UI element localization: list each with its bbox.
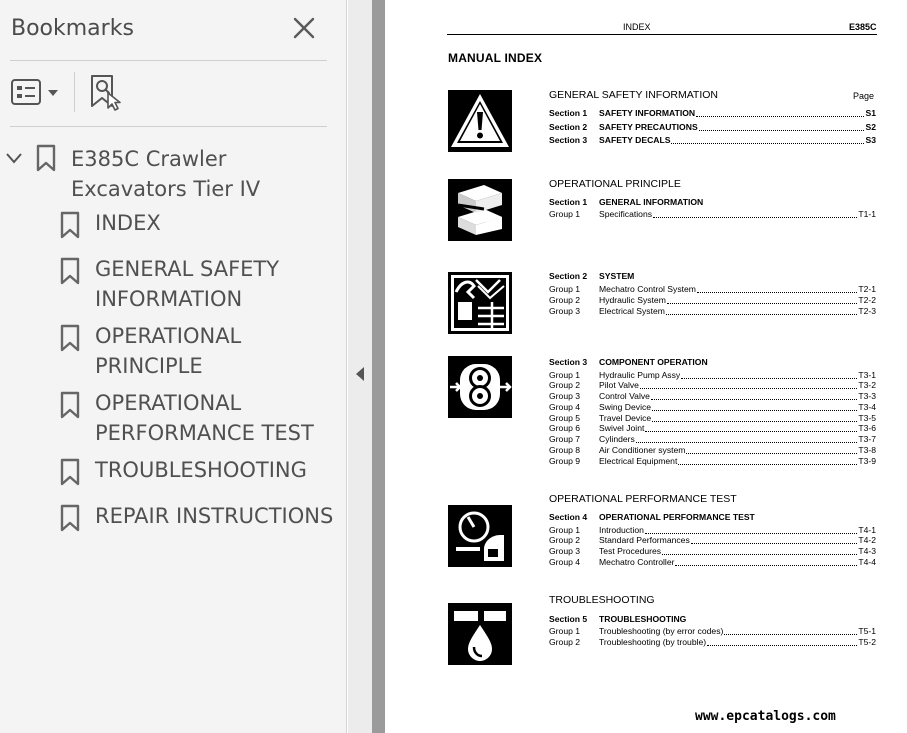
bookmark-label: TROUBLESHOOTING — [95, 458, 307, 482]
index-entry[interactable]: Section 3 COMPONENT OPERATION — [549, 357, 708, 367]
bookmark-label: E385C Crawler Excavators Tier IV — [71, 147, 261, 201]
index-entry[interactable]: Group 4 Swing Device T3-4 — [549, 402, 876, 412]
bookmark-label: OPERATIONAL PRINCIPLE — [95, 324, 242, 378]
warning-icon — [448, 90, 512, 152]
principle-icon — [448, 179, 512, 241]
index-entry[interactable]: Section 2 SAFETY PRECAUTIONS S2 — [549, 122, 876, 132]
section-title: GENERAL SAFETY INFORMATION — [549, 89, 718, 101]
index-entry[interactable]: Section 4 OPERATIONAL PERFORMANCE TEST — [549, 512, 755, 522]
oil-drop-icon — [448, 603, 512, 665]
manual-index-heading: MANUAL INDEX — [448, 51, 543, 65]
section-title: TROUBLESHOOTING — [549, 594, 655, 606]
index-entry[interactable]: Group 2 Standard Performances T4-2 — [549, 535, 876, 545]
bookmark-icon — [60, 504, 80, 532]
index-entry[interactable]: Group 2 Pilot Valve T3-2 — [549, 380, 876, 390]
bookmark-item-operational-principle[interactable] — [0, 321, 340, 383]
collapse-panel-icon[interactable] — [355, 366, 365, 382]
index-entry[interactable]: Group 9 Electrical Equipment T3-9 — [549, 456, 876, 466]
document-page — [385, 0, 907, 733]
index-entry[interactable]: Group 8 Air Conditioner system T3-8 — [549, 445, 876, 455]
toolbar-separator — [74, 72, 75, 112]
index-entry[interactable]: Section 5 TROUBLESHOOTING — [549, 614, 687, 624]
index-entry[interactable]: Group 2 Hydraulic System T2-2 — [549, 295, 876, 305]
pump-gear-icon — [448, 356, 512, 418]
bookmark-root[interactable] — [0, 140, 340, 206]
close-icon — [290, 14, 318, 42]
index-entry[interactable]: Group 4 Mechatro Controller T4-4 — [549, 557, 876, 567]
bookmark-icon — [60, 324, 80, 352]
panel-divider — [10, 60, 327, 61]
bookmark-options-icon — [10, 77, 62, 109]
index-entry[interactable]: Section 2 SYSTEM — [549, 271, 635, 281]
index-entry[interactable]: Group 1 Specifications T1-1 — [549, 209, 876, 219]
index-entry[interactable]: Group 2 Troubleshooting (by trouble) T5-2 — [549, 637, 876, 647]
find-current-bookmark-button[interactable] — [88, 73, 124, 111]
chevron-down-icon[interactable] — [4, 148, 24, 168]
index-entry[interactable]: Group 3 Electrical System T2-3 — [549, 306, 876, 316]
bookmark-icon — [60, 391, 80, 419]
panel-divider — [10, 126, 327, 127]
bookmark-item-operational-performance-test[interactable] — [0, 388, 340, 450]
find-bookmark-icon — [88, 73, 124, 111]
gauge-icon — [448, 505, 512, 567]
bookmarks-panel — [0, 0, 347, 733]
section-title: OPERATIONAL PERFORMANCE TEST — [549, 493, 737, 505]
bookmark-label: INDEX — [95, 211, 161, 235]
index-entry[interactable]: Section 1 GENERAL INFORMATION — [549, 197, 704, 207]
index-entry[interactable]: Group 1 Troubleshooting (by error codes) T5-1 — [549, 626, 876, 636]
index-entry[interactable]: Group 1 Hydraulic Pump Assy T3-1 — [549, 370, 876, 380]
index-entry[interactable]: Section 1 SAFETY INFORMATION S1 — [549, 108, 876, 118]
page-column-label: Page — [853, 91, 875, 101]
index-entry[interactable]: Group 1 Introduction T4-1 — [549, 525, 876, 535]
index-entry[interactable]: Group 5 Travel Device T3-5 — [549, 413, 876, 423]
bookmark-icon — [36, 144, 56, 172]
index-entry[interactable]: Section 3 SAFETY DECALS S3 — [549, 135, 876, 145]
index-entry[interactable]: Group 6 Swivel Joint T3-6 — [549, 423, 876, 433]
index-entry[interactable]: Group 1 Mechatro Control System T2-1 — [549, 284, 876, 294]
watermark: www.epcatalogs.com — [695, 709, 836, 724]
bookmark-label: REPAIR INSTRUCTIONS — [95, 504, 334, 528]
index-entry[interactable]: Group 3 Test Procedures T4-3 — [549, 546, 876, 556]
system-icon — [448, 272, 512, 334]
close-panel-button[interactable] — [290, 14, 318, 42]
page-header-model: E385C — [849, 22, 877, 32]
bookmark-options-button[interactable] — [10, 77, 62, 109]
page-header-title: INDEX — [623, 22, 651, 32]
document-gutter — [372, 0, 385, 733]
bookmark-label: GENERAL SAFETY INFORMATION — [95, 257, 280, 311]
bookmark-item-general-safety[interactable] — [0, 254, 340, 316]
bookmark-label: OPERATIONAL PERFORMANCE TEST — [95, 391, 314, 445]
bookmark-icon — [60, 211, 80, 239]
bookmark-item-repair-instructions[interactable] — [0, 501, 340, 537]
panel-splitter[interactable] — [348, 0, 372, 733]
section-title: OPERATIONAL PRINCIPLE — [549, 178, 681, 190]
panel-title: Bookmarks — [11, 16, 134, 41]
bookmark-item-index[interactable] — [0, 208, 340, 244]
bookmark-icon — [60, 458, 80, 486]
bookmark-icon — [60, 257, 80, 285]
bookmark-item-troubleshooting[interactable] — [0, 455, 340, 491]
index-entry[interactable]: Group 3 Control Valve T3-3 — [549, 391, 876, 401]
header-rule — [447, 34, 877, 35]
index-entry[interactable]: Group 7 Cylinders T3-7 — [549, 434, 876, 444]
